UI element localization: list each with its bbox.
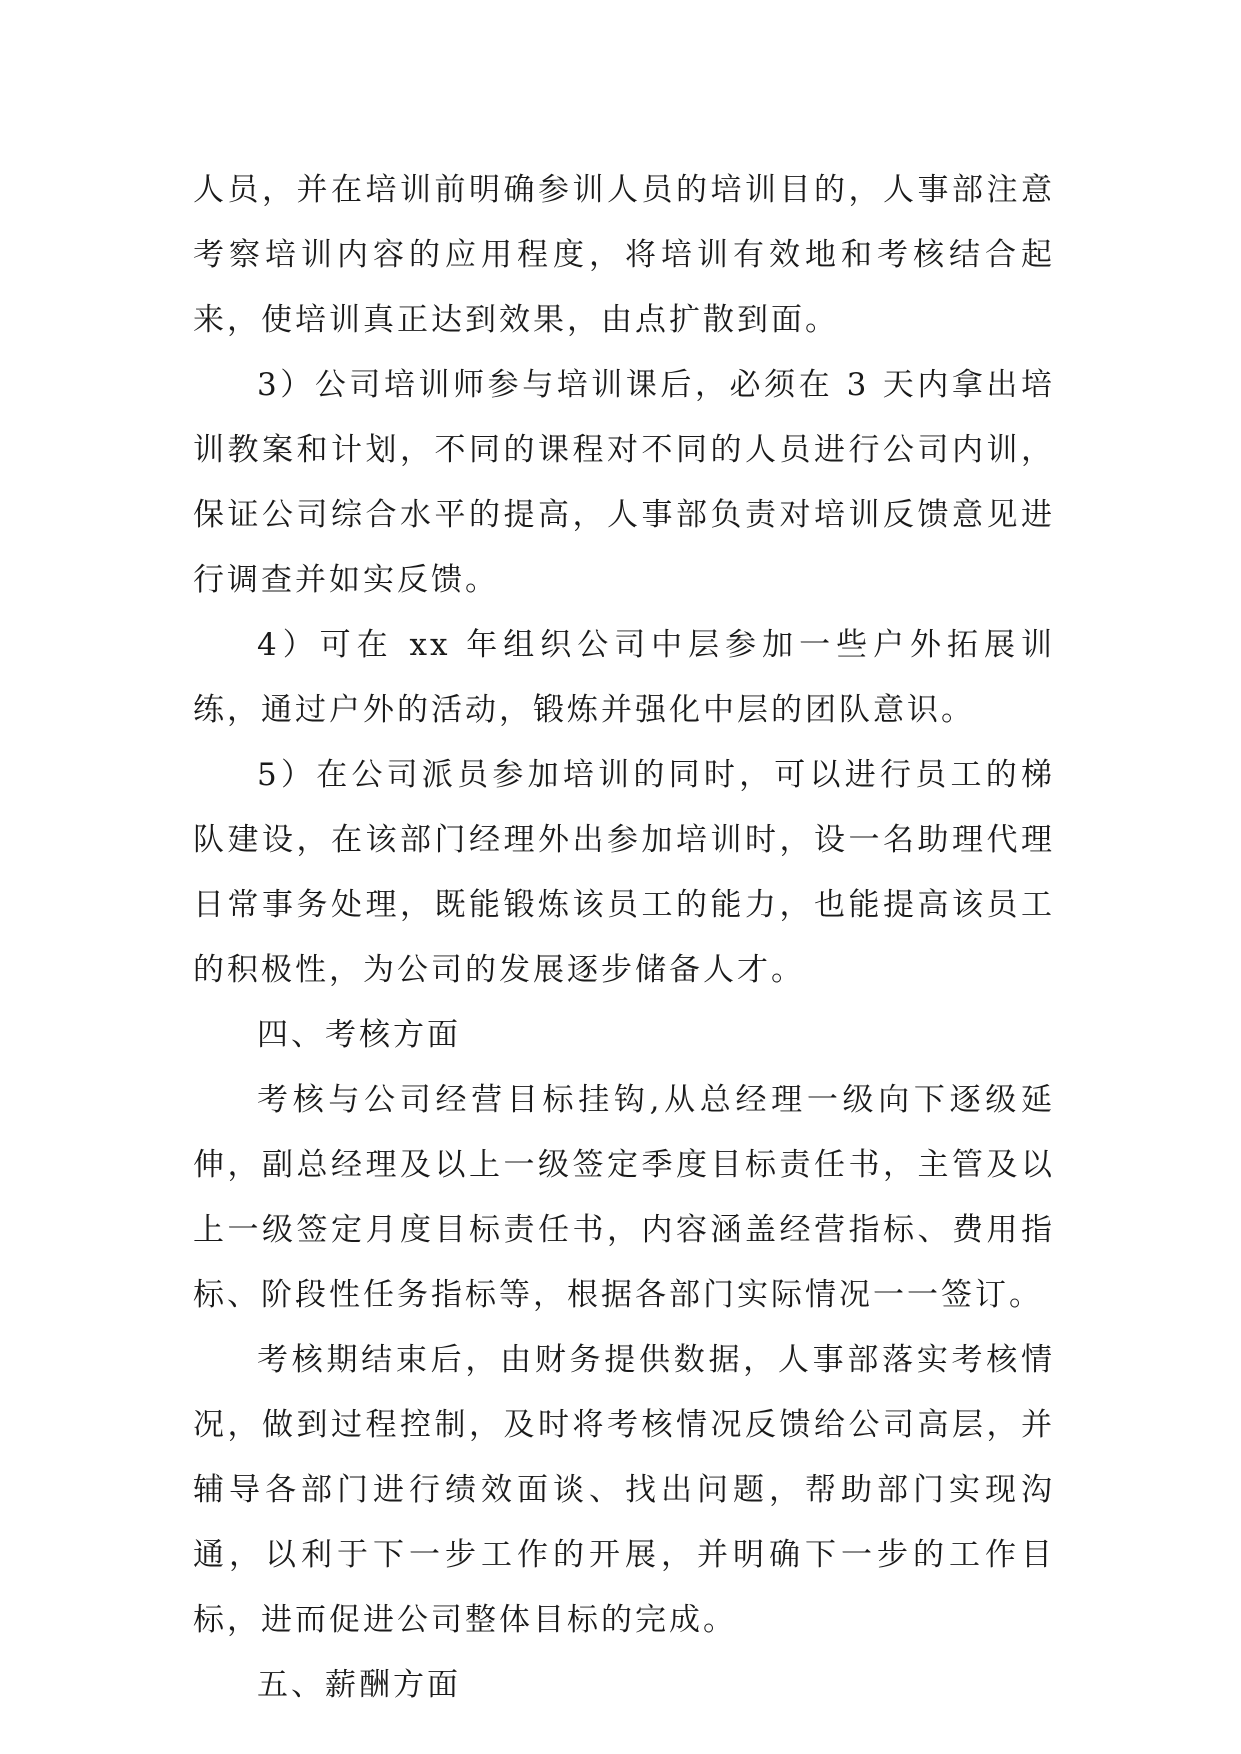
paragraph-item-3: 3）公司培训师参与培训课后，必须在 3 天内拿出培训教案和计划，不同的课程对不同的人员进行公司内训，保证公司综合水平的提高，人事部负责对培训反馈意见进行调查并如实反馈。	[193, 367, 1055, 598]
document-body	[193, 158, 1055, 1718]
section-heading-compensation: 五、薪酬方面	[257, 1667, 461, 1703]
paragraph-assessment-1: 考核与公司经营目标挂钩,从总经理一级向下逐级延伸，副总经理及以上一级签定季度目标责任书，主管及以上一级签定月度目标责任书，内容涵盖经营指标、费用指标、阶段性任务指标等，根据各部门实际情况一一签订。	[193, 1082, 1055, 1313]
paragraph-item-4: 4）可在 xx 年组织公司中层参加一些户外拓展训练，通过户外的活动，锻炼并强化中层的团队意识。	[193, 627, 1055, 728]
paragraph-training-continuation: 人员，并在培训前明确参训人员的培训目的，人事部注意考察培训内容的应用程度，将培训有效地和考核结合起来，使培训真正达到效果，由点扩散到面。	[193, 172, 1055, 338]
section-heading-assessment: 四、考核方面	[257, 1017, 461, 1053]
paragraph-item-5: 5）在公司派员参加培训的同时，可以进行员工的梯队建设，在该部门经理外出参加培训时，设一名助理代理日常事务处理，既能锻炼该员工的能力，也能提高该员工的积极性，为公司的发展逐步储备人才。	[193, 757, 1055, 988]
paragraph-assessment-2: 考核期结束后，由财务提供数据，人事部落实考核情况，做到过程控制，及时将考核情况反馈给公司高层，并辅导各部门进行绩效面谈、找出问题，帮助部门实现沟通，以利于下一步工作的开展，并明确下一步的工作目标，进而促进公司整体目标的完成。	[193, 1342, 1055, 1638]
